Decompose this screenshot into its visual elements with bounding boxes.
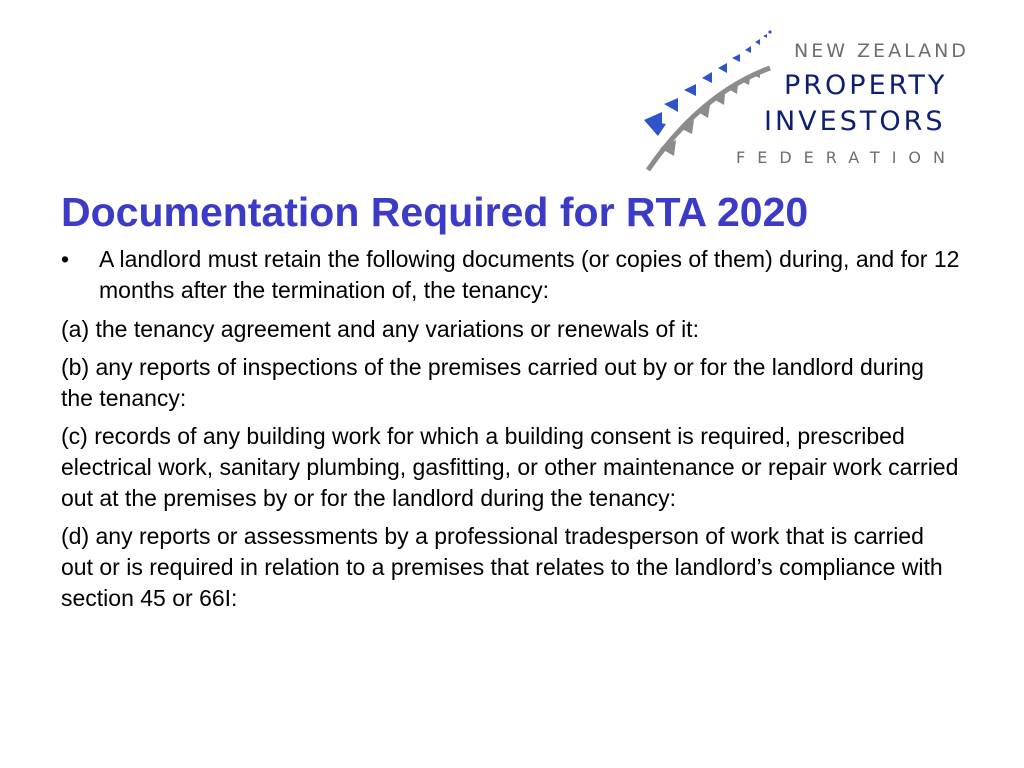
logo-line-investors: INVESTORS bbox=[764, 106, 946, 137]
slide-body bbox=[61, 244, 961, 621]
nzpif-logo bbox=[640, 28, 980, 178]
bullet-item bbox=[61, 244, 961, 306]
logo-wordmark bbox=[736, 28, 980, 178]
bullet-marker: • bbox=[61, 246, 70, 272]
logo-line-new-zealand: NEW ZEALAND bbox=[794, 40, 969, 62]
bullet-text: A landlord must retain the following documents (or copies of them) during, and for 12 months after the termination of, the tenancy: bbox=[99, 246, 960, 303]
item-c: (c) records of any building work for which a building consent is required, prescribed electrical work, sanitary plumbing, gasfitting, or other maintenance or repair work carried out at the premises by or for the landlord during the tenancy: bbox=[61, 423, 959, 511]
slide-title: Documentation Required for RTA 2020 bbox=[61, 189, 809, 235]
item-d: (d) any reports or assessments by a professional tradesperson of work that is carried out or is required in relation to a premises that relates to the landlord’s compliance with section 45 or 66I: bbox=[61, 523, 943, 611]
logo-line-property: PROPERTY bbox=[784, 70, 948, 101]
item-a: (a) the tenancy agreement and any variations or renewals of it: bbox=[61, 316, 699, 342]
item-b: (b) any reports of inspections of the premises carried out by or for the landlord during the tenancy: bbox=[61, 354, 924, 411]
logo-line-federation: FEDERATION bbox=[736, 148, 957, 167]
